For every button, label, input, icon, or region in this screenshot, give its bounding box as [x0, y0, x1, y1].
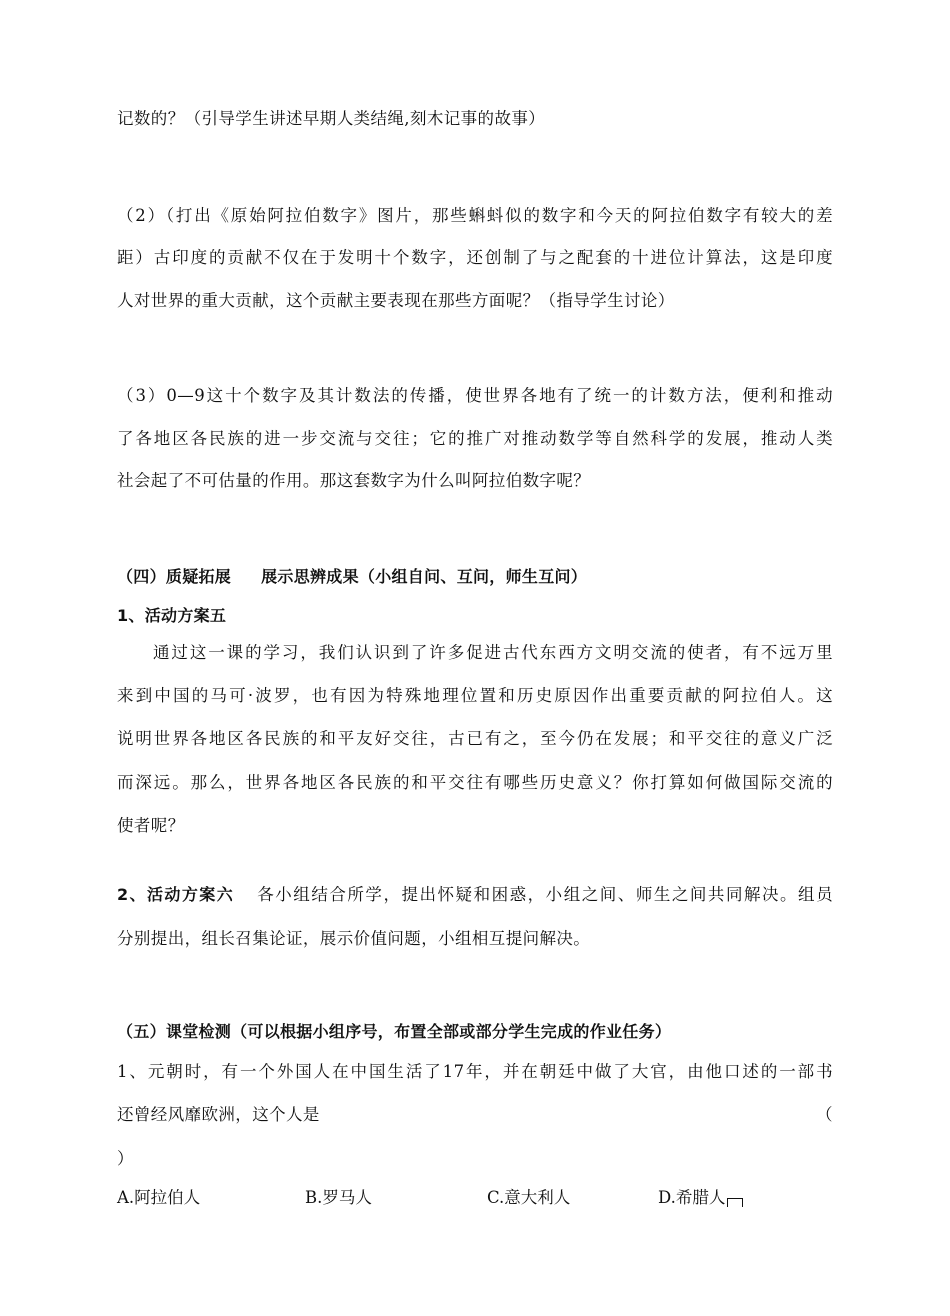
section-4-heading: [117, 566, 833, 588]
answer-blank-mark: [727, 1198, 743, 1207]
activity-6-line-2: 分别提出，组长召集论证，展示价值问题，小组相互提问解决。: [117, 929, 591, 948]
question-1-line-2: 还曾经风靡欧洲，这个人是: [117, 1105, 320, 1124]
option-d: [658, 1187, 743, 1209]
activity-5-line-5: 使者呢？: [117, 816, 185, 835]
paragraph-1-line-1: 记数的？（引导学生讲述早期人类结绳,刻木记事的故事）: [117, 109, 546, 128]
activity-5-title: 1、活动方案五: [117, 606, 227, 625]
activity-5-line-1: 通过这一课的学习，我们认识到了许多促进古代东西方文明交流的使者，有不远万里: [153, 643, 833, 662]
activity-6-text: 各小组结合所学，提出怀疑和困惑，小组之间、师生之间共同解决。组员: [256, 885, 833, 904]
question-1-line-1: 1、元朝时，有一个外国人在中国生活了17年，并在朝廷中做了大官，由他口述的一部书: [117, 1062, 833, 1081]
paragraph-3-line-1: （3）0—9这十个数字及其计数法的传播，使世界各地有了统一的计数方法，便利和推动: [117, 386, 833, 405]
activity-5-line-2: 来到中国的马可·波罗，也有因为特殊地理位置和历史原因作出重要贡献的阿拉伯人。这: [117, 686, 833, 705]
option-a: A.阿拉伯人: [117, 1188, 201, 1207]
activity-5-line-4: 而深远。那么，世界各地区各民族的和平交往有哪些历史意义？你打算如何做国际交流的: [117, 773, 833, 792]
activity-6-line-1: [117, 884, 833, 906]
option-b: B.罗马人: [305, 1188, 372, 1207]
paragraph-2-line-1: （2）（打出《原始阿拉伯数字》图片，那些蝌蚪似的数字和今天的阿拉伯数字有较大的差: [117, 206, 833, 225]
answer-paren-open: （: [816, 1105, 833, 1124]
paragraph-2-line-2: 距）古印度的贡献不仅在于发明十个数字，还创制了与之配套的十进位计算法，这是印度: [117, 248, 833, 267]
section-5-heading: （五）课堂检测（可以根据小组序号，布置全部或部分学生完成的作业任务）: [117, 1022, 672, 1041]
paragraph-2-line-3: 人对世界的重大贡献，这个贡献主要表现在那些方面呢？（指导学生讨论）: [117, 291, 675, 310]
answer-paren-close: ）: [117, 1149, 134, 1168]
activity-6-title: 2、活动方案六: [117, 885, 235, 904]
section-4-heading-a: （四）质疑拓展: [117, 567, 232, 586]
paragraph-3-line-2: 了各地区各民族的进一步交流与交往；它的推广对推动数学等自然科学的发展，推动人类: [117, 429, 833, 448]
paragraph-3-line-3: 社会起了不可估量的作用。那这套数字为什么叫阿拉伯数字呢？: [117, 471, 591, 490]
option-c: C.意大利人: [487, 1188, 571, 1207]
option-d-label: D.希腊人: [658, 1188, 726, 1207]
activity-5-line-3: 说明世界各地区各民族的和平友好交往，古已有之，至今仍在发展；和平交往的意义广泛: [117, 729, 833, 748]
section-4-heading-b: 展示思辨成果（小组自问、互问，师生互问）: [261, 567, 588, 586]
